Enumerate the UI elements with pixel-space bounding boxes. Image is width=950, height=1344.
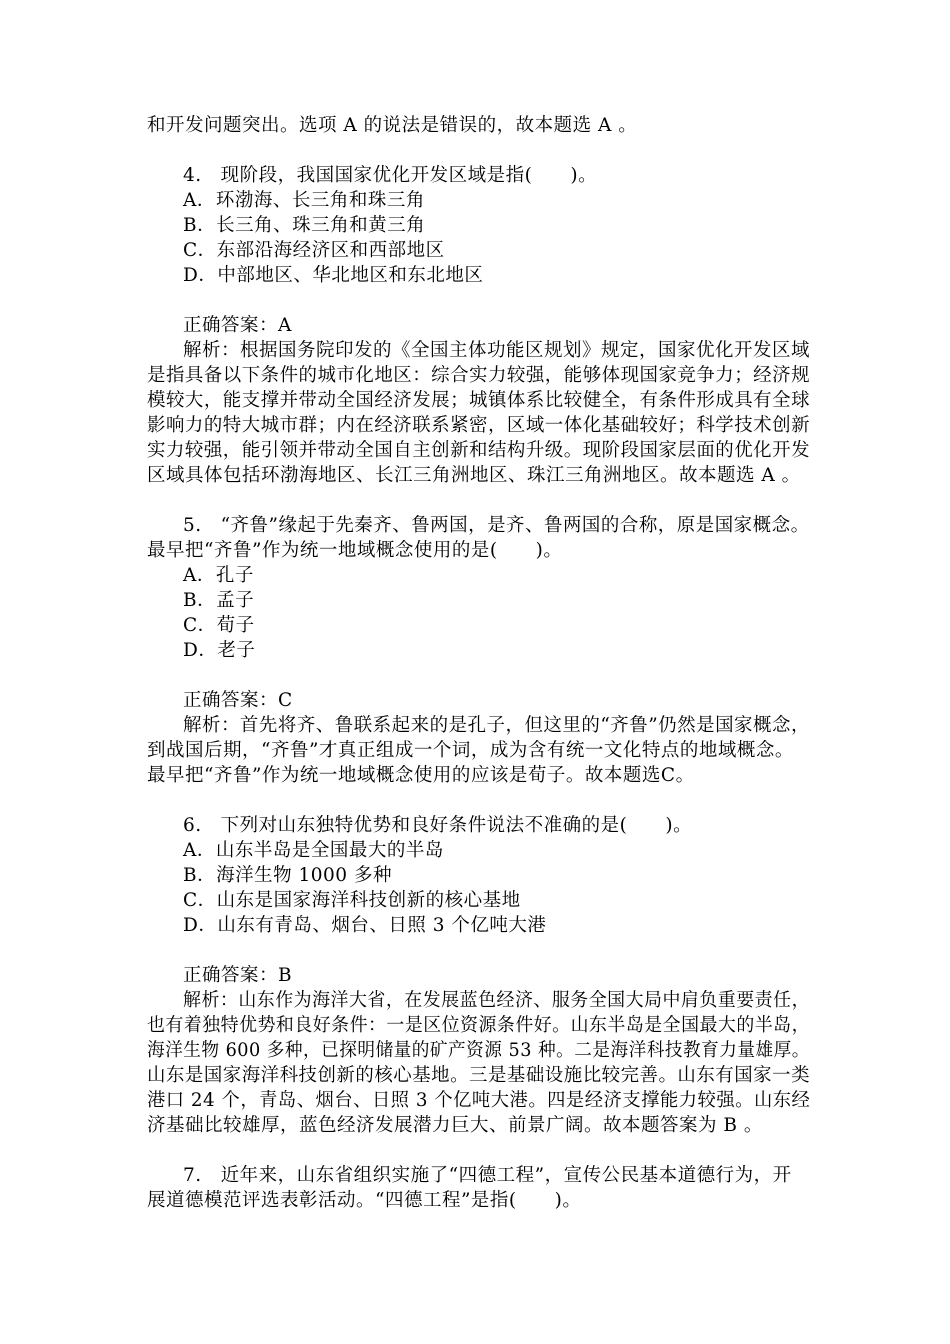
q7-question: 7. 近年来，山东省组织实施了“四德工程”，宣传公民基本道德行为，开 bbox=[183, 1165, 792, 1186]
q4-analysis-line: 解析：根据国务院印发的《全国主体功能区规划》规定，国家优化开发区域 bbox=[183, 340, 811, 361]
continuation-text: 和开发问题突出。选项 A 的说法是错误的，故本题选 A 。 bbox=[147, 115, 638, 136]
q5-option-a: A．孔子 bbox=[183, 565, 254, 586]
q6-analysis-line: 海洋生物 600 多种，已探明储量的矿产资源 53 种。二是海洋科技教育力量雄厚。 bbox=[147, 1040, 810, 1061]
q5-answer: 正确答案：C bbox=[183, 690, 293, 711]
q4-answer: 正确答案：A bbox=[183, 315, 292, 336]
q5-question: 5. “齐鲁”缘起于先秦齐、鲁两国，是齐、鲁两国的合称，原是国家概念。 bbox=[183, 515, 810, 536]
q6-option-b: B．海洋生物 1000 多种 bbox=[183, 865, 392, 886]
q6-analysis-line: 解析：山东作为海洋大省，在发展蓝色经济、服务全国大局中肩负重要责任， bbox=[183, 990, 811, 1011]
q4-analysis-line: 区域具体包括环渤海地区、长江三角洲地区、珠江三角洲地区。故本题选 A 。 bbox=[147, 465, 801, 486]
q5-option-d: D．老子 bbox=[183, 640, 256, 661]
q4-option-a: A．环渤海、长三角和珠三角 bbox=[183, 190, 425, 211]
q5-analysis-line: 最早把“齐鲁”作为统一地域概念使用的应该是荀子。故本题选C。 bbox=[147, 765, 695, 786]
q6-question: 6. 下列对山东独特优势和良好条件说法不准确的是( )。 bbox=[183, 815, 693, 836]
q6-analysis-line: 也有着独特优势和良好条件：一是区位资源条件好。山东半岛是全国最大的半岛， bbox=[147, 1015, 811, 1036]
q4-analysis-line: 模较大，能支撑并带动全国经济发展；城镇体系比较健全，有条件形成具有全球 bbox=[147, 390, 811, 411]
q5-option-c: C．荀子 bbox=[183, 615, 255, 636]
q4-analysis-line: 是指具备以下条件的城市化地区：综合实力较强，能够体现国家竞争力；经济规 bbox=[147, 365, 811, 386]
q4-question: 4. 现阶段，我国国家优化开发区域是指( )。 bbox=[183, 165, 598, 186]
q7-question: 展道德模范评选表彰活动。“四德工程”是指( )。 bbox=[147, 1190, 582, 1211]
q6-option-c: C．山东是国家海洋科技创新的核心基地 bbox=[183, 890, 521, 911]
q4-option-b: B．长三角、珠三角和黄三角 bbox=[183, 215, 426, 236]
q5-option-b: B．孟子 bbox=[183, 590, 255, 611]
q4-analysis-line: 影响力的特大城市群；内在经济联系紧密，区域一体化基础较好；科学技术创新 bbox=[147, 415, 811, 436]
q4-analysis-line: 实力较强，能引领并带动全国自主创新和结构升级。现阶段国家层面的优化开发 bbox=[147, 440, 811, 461]
q6-analysis-line: 山东是国家海洋科技创新的核心基地。三是基础设施比较完善。山东有国家一类 bbox=[147, 1065, 811, 1086]
q6-option-a: A．山东半岛是全国最大的半岛 bbox=[183, 840, 444, 861]
q4-option-c: C．东部沿海经济区和西部地区 bbox=[183, 240, 445, 261]
q6-answer: 正确答案：B bbox=[183, 965, 293, 986]
q5-question: 最早把“齐鲁”作为统一地域概念使用的是( )。 bbox=[147, 540, 563, 561]
q5-analysis-line: 解析：首先将齐、鲁联系起来的是孔子，但这里的“齐鲁”仍然是国家概念， bbox=[183, 715, 810, 736]
q6-analysis-line: 港口 24 个，青岛、烟台、日照 3 个亿吨大港。四是经济支撑能力较强。山东经 bbox=[147, 1090, 811, 1111]
q5-analysis-line: 到战国后期，“齐鲁”才真正组成一个词，成为含有统一文化特点的地域概念。 bbox=[147, 740, 794, 761]
q6-analysis-line: 济基础比较雄厚，蓝色经济发展潜力巨大、前景广阔。故本题答案为 B 。 bbox=[147, 1115, 763, 1136]
q6-option-d: D．山东有青岛、烟台、日照 3 个亿吨大港 bbox=[183, 915, 547, 936]
q4-option-d: D．中部地区、华北地区和东北地区 bbox=[183, 265, 484, 286]
